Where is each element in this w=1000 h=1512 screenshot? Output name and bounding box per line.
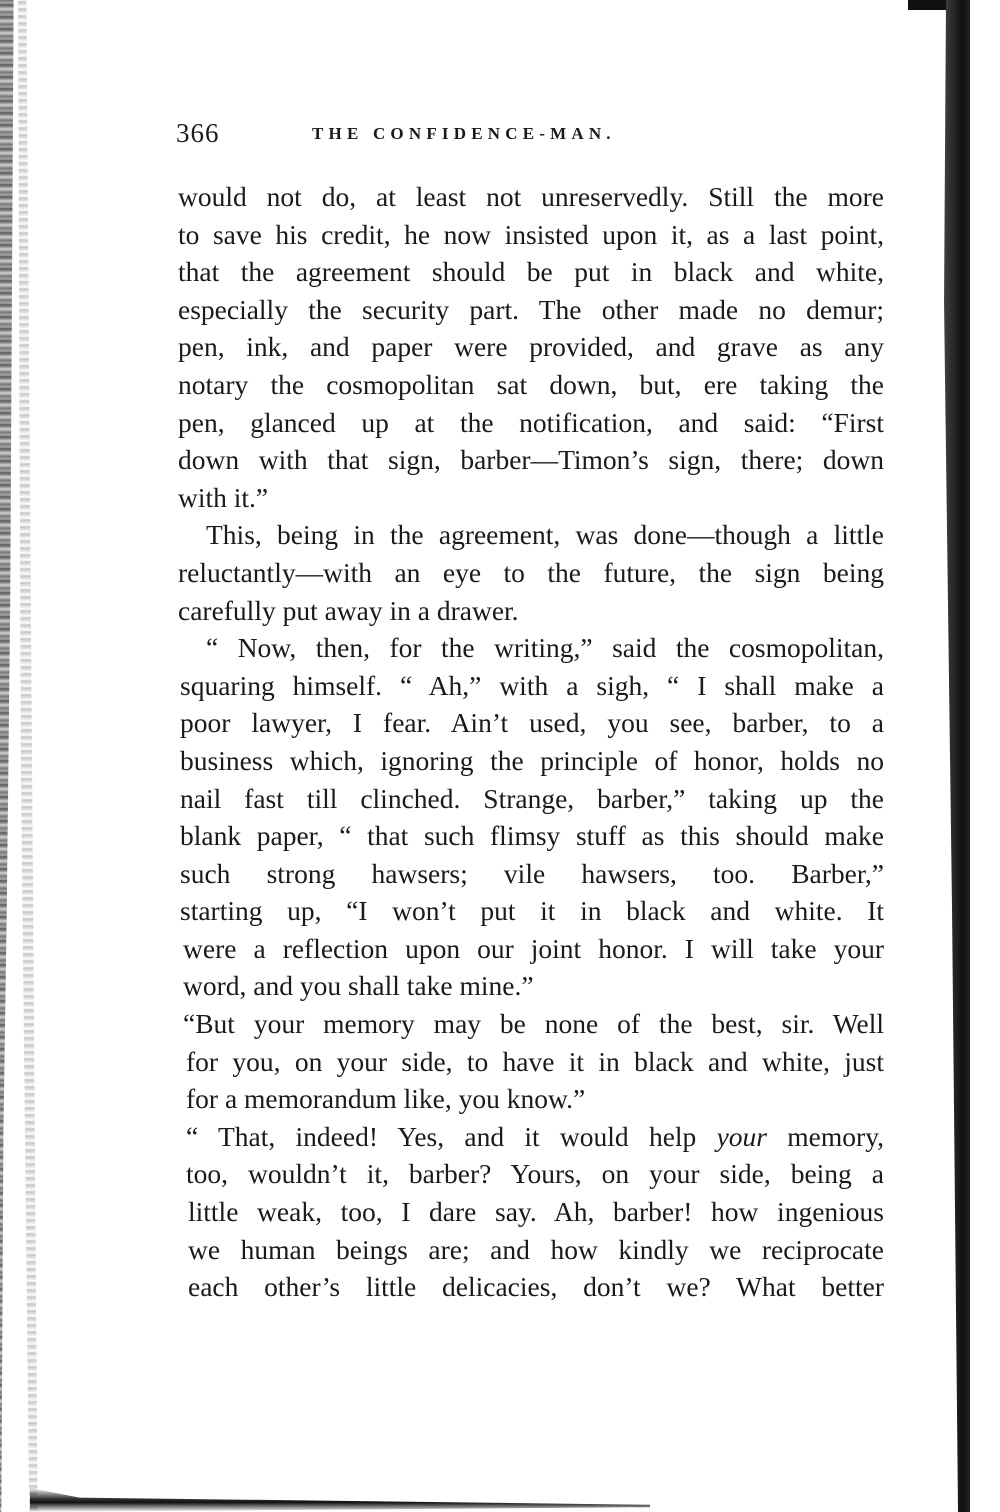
text-line: with it.” xyxy=(178,481,269,513)
text-line: we human beings are; and how kindly we reciprocate xyxy=(188,1233,884,1265)
text-line: pen, glanced up at the notification, and said: “First xyxy=(178,406,884,438)
text-line: business which, ignoring the principle of honor, holds no xyxy=(180,744,884,776)
text-line: were a reflection upon our joint honor. I will take your xyxy=(183,932,884,964)
running-title: THE CONFIDENCE-MAN. xyxy=(312,124,616,143)
text-line: pen, ink, and paper were provided, and grave as any xyxy=(178,331,884,363)
text-line: reluctantly—with an eye to the future, the sign being xyxy=(178,556,884,588)
scan-left-edge-shadow xyxy=(18,0,46,1512)
text-line: notary the cosmopolitan sat down, but, ere taking the xyxy=(178,368,884,400)
text-line: “ Now, then, for the writing,” said the cosmopolitan, xyxy=(206,632,884,664)
text-line: to save his credit, he now insisted upon it, as a last point, xyxy=(178,218,884,250)
text-line: would not do, at least not unreservedly. Still the more xyxy=(178,181,884,212)
text-line: especially the security part. The other made no demur; xyxy=(178,293,884,325)
text-line: for a memorandum like, you know.” xyxy=(186,1083,586,1115)
text-line: word, and you shall take mine.” xyxy=(183,970,534,1002)
text-line: nail fast till clinched. Strange, barber,” taking up the xyxy=(180,782,884,814)
text-line: too, wouldn’t it, barber? Yours, on your side, being a xyxy=(186,1158,884,1190)
scan-bottom-edge xyxy=(30,1488,650,1512)
text-line: “But your memory may be none of the best, sir. Well xyxy=(183,1008,884,1040)
text-line: starting up, “I won’t put it in black and white. It xyxy=(180,895,884,927)
text-line: This, being in the agreement, was done—though a little xyxy=(206,519,884,551)
text-line: little weak, too, I dare say. Ah, barber! how ingenious xyxy=(188,1196,884,1228)
text-line: blank paper, “ that such flimsy stuff as this should make xyxy=(180,820,884,852)
text-line: carefully put away in a drawer. xyxy=(178,594,519,626)
text-line xyxy=(178,1118,884,1156)
text-line: for you, on your side, to have it in black and white, just xyxy=(186,1045,884,1077)
text-line: poor lawyer, I fear. Ain’t used, you see, barber, to a xyxy=(180,707,884,739)
body-text xyxy=(178,178,884,1306)
text-line: such strong hawsers; vile hawsers, too. Barber,” xyxy=(180,857,884,889)
text-run: memory, xyxy=(787,1120,885,1152)
scan-right-edge xyxy=(930,0,970,1512)
text-line: that the agreement should be put in black and white, xyxy=(178,256,884,288)
text-line: squaring himself. “ Ah,” with a sigh, “ I shall make a xyxy=(180,669,884,701)
emphasis-text: your xyxy=(716,1120,768,1152)
text-run: “ That, indeed! Yes, and it would help xyxy=(186,1120,697,1152)
running-head xyxy=(176,118,896,158)
text-line: each other’s little delicacies, don’t we? What better xyxy=(188,1271,884,1303)
text-line: down with that sign, barber—Timon’s sign, there; down xyxy=(178,444,884,476)
page-number: 366 xyxy=(176,118,220,148)
